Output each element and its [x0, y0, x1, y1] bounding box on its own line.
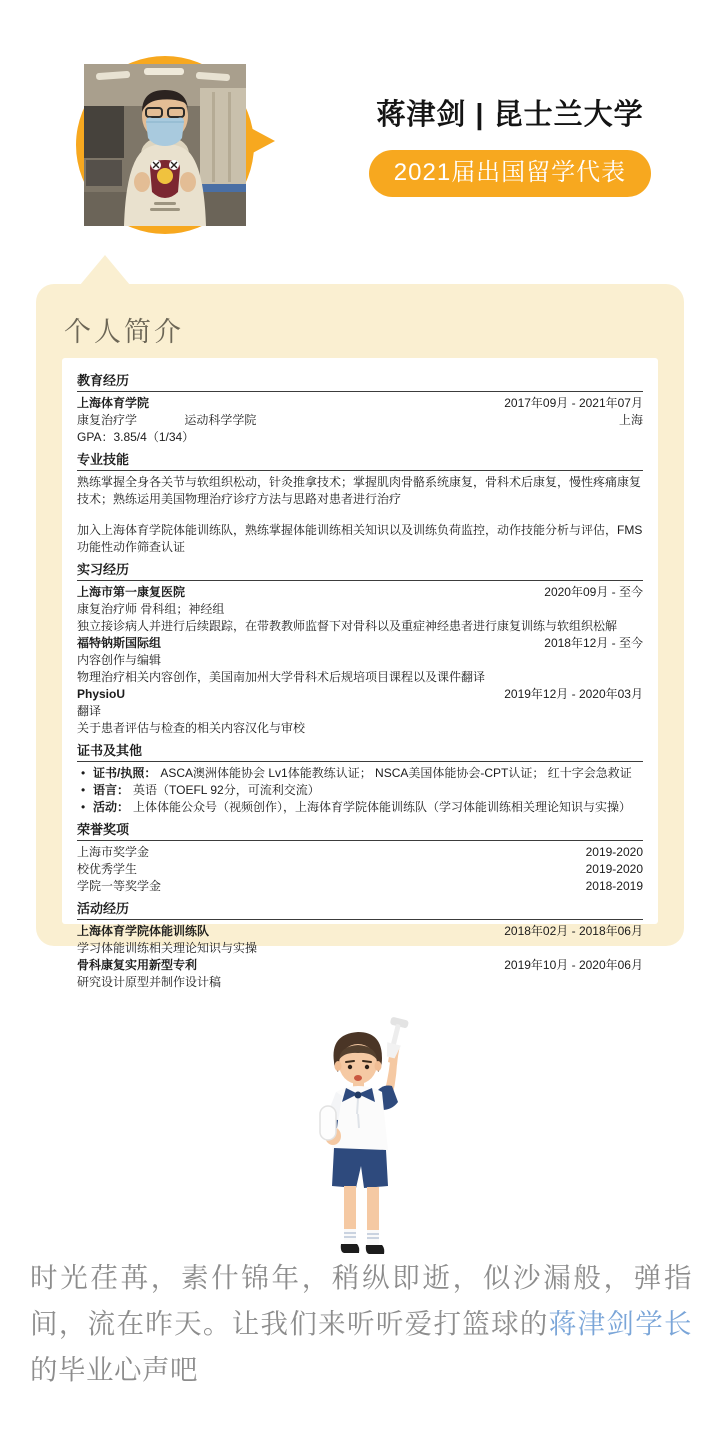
- boy-illustration-svg: [284, 1010, 436, 1256]
- education-school: 上海体育学院: [77, 396, 150, 410]
- honor-name: 校优秀学生: [77, 862, 138, 876]
- education-college: 运动科学学院: [184, 413, 257, 427]
- profile-heading: 个人简介: [64, 317, 184, 347]
- honor-name: 学院一等奖学金: [77, 879, 162, 893]
- internship-desc: 关于患者评估与检查的相关内容汉化与审校: [77, 721, 306, 735]
- name-title: 蒋津剑 | 昆士兰大学: [376, 99, 644, 131]
- internship-row: [77, 686, 643, 703]
- activity-name: 上海体育学院体能训练队: [77, 924, 210, 938]
- certificate-item: [77, 799, 643, 816]
- card-pointer-icon: [80, 255, 130, 285]
- avatar-photo: [76, 56, 254, 234]
- education-location: 上海: [618, 413, 643, 427]
- internship-role: 内容创作与编辑: [77, 653, 162, 667]
- honor-dates: 2019-2020: [585, 845, 643, 859]
- internship-row: [77, 635, 643, 652]
- honor-name: 上海市奖学金: [77, 845, 150, 859]
- activity-dates: 2019年10月 - 2020年06月: [504, 958, 643, 972]
- resume-sheet: [62, 358, 658, 989]
- skills-paragraph-2: 加入上海体育学院体能训练队，熟练掌握体能训练相关知识以及训练负荷监控，动作技能分析与评估，FMS功能性动作筛查认证: [77, 523, 643, 554]
- section-title-skills: 专业技能: [77, 446, 643, 471]
- certificate-text: 英语（TOEFL 92分，可流利交流）: [133, 783, 320, 797]
- internship-desc: 独立接诊病人并进行后续跟踪，在带教教师监督下对骨科以及重症神经患者进行康复训练与软组织松解: [77, 619, 618, 633]
- representative-badge: 2021届出国留学代表: [369, 150, 651, 197]
- certificate-text: 上体体能公众号（视频创作），上海体育学院体能训练队（学习体能训练相关理论知识与实操）: [133, 800, 632, 814]
- certificate-label: 语言：: [93, 783, 130, 797]
- profile-card: [36, 284, 684, 989]
- internship-org: 福特钠斯国际组: [77, 636, 162, 650]
- honor-dates: 2018-2019: [585, 879, 643, 893]
- footer-text-after: 的毕业心声吧: [30, 1354, 198, 1385]
- honor-row: [77, 861, 643, 878]
- activity-dates: 2018年02月 - 2018年06月: [504, 924, 643, 938]
- education-gpa: GPA：3.85/4（1/34）: [77, 430, 195, 444]
- honor-row: [77, 878, 643, 895]
- footer-paragraph: [30, 1255, 692, 1393]
- education-row: [77, 395, 643, 412]
- skills-spacer: [77, 508, 643, 522]
- activity-row: [77, 957, 643, 974]
- internship-row: [77, 584, 643, 601]
- internship-dates: 2019年12月 - 2020年03月: [504, 687, 643, 701]
- education-dates: 2017年09月 - 2021年07月: [504, 396, 643, 410]
- education-subrow: [77, 412, 643, 429]
- internship-org: 上海市第一康复医院: [77, 585, 186, 599]
- avatar-photo-illustration: [84, 64, 246, 226]
- certificate-label: 活动：: [93, 800, 130, 814]
- activity-name: 骨科康复实用新型专利: [77, 958, 198, 972]
- internship-dates: 2020年09月 - 至今: [544, 585, 643, 599]
- internship-role: 翻译: [77, 704, 102, 718]
- activity-desc: 学习体能训练相关理论知识与实操: [77, 941, 258, 955]
- certificate-text: ASCA澳洲体能协会 Lv1体能教练认证； NSCA美国体能协会-CPT认证； 红十字会急救证: [160, 766, 632, 780]
- senior-link[interactable]: 蒋津剑学长: [548, 1308, 693, 1339]
- activity-row: [77, 923, 643, 940]
- internship-dates: 2018年12月 - 至今: [544, 636, 643, 650]
- honor-row: [77, 844, 643, 861]
- education-major-college: [77, 412, 256, 429]
- header-title-block: [345, 92, 675, 197]
- section-title-certificates: 证书及其他: [77, 737, 643, 762]
- footer-text-before: 时光荏苒，素什锦年，稍纵即逝，似沙漏般，弹指间，流在昨天。让我们来听听爱打篮球的: [30, 1262, 692, 1339]
- internship-desc: 物理治疗相关内容创作，美国南加州大学骨科术后规培项目课程以及课件翻译: [77, 670, 486, 684]
- honor-dates: 2019-2020: [585, 862, 643, 876]
- section-title-honors: 荣誉奖项: [77, 816, 643, 841]
- section-title-internship: 实习经历: [77, 556, 643, 581]
- avatar-bubble-tail-icon: [249, 127, 275, 155]
- education-major: 康复治疗学: [77, 413, 138, 427]
- certificate-label: 证书/执照：: [93, 766, 157, 780]
- section-title-activities: 活动经历: [77, 895, 643, 920]
- certificate-item: [77, 782, 643, 799]
- skills-paragraph-1: 熟练掌握全身各关节与软组织松动，针灸推拿技术；掌握肌肉骨骼系统康复，骨科术后康复，慢性疼痛康复技术；熟练运用美国物理治疗诊疗方法与思路对患者进行治疗: [77, 475, 642, 506]
- certificate-item: [77, 765, 643, 782]
- internship-role: 康复治疗师 骨科组；神经组: [77, 602, 225, 616]
- boy-illustration: [284, 1010, 436, 1256]
- section-title-education: 教育经历: [77, 367, 643, 392]
- activity-desc: 研究设计原型并制作设计稿: [77, 975, 222, 989]
- internship-org: PhysioU: [77, 687, 126, 701]
